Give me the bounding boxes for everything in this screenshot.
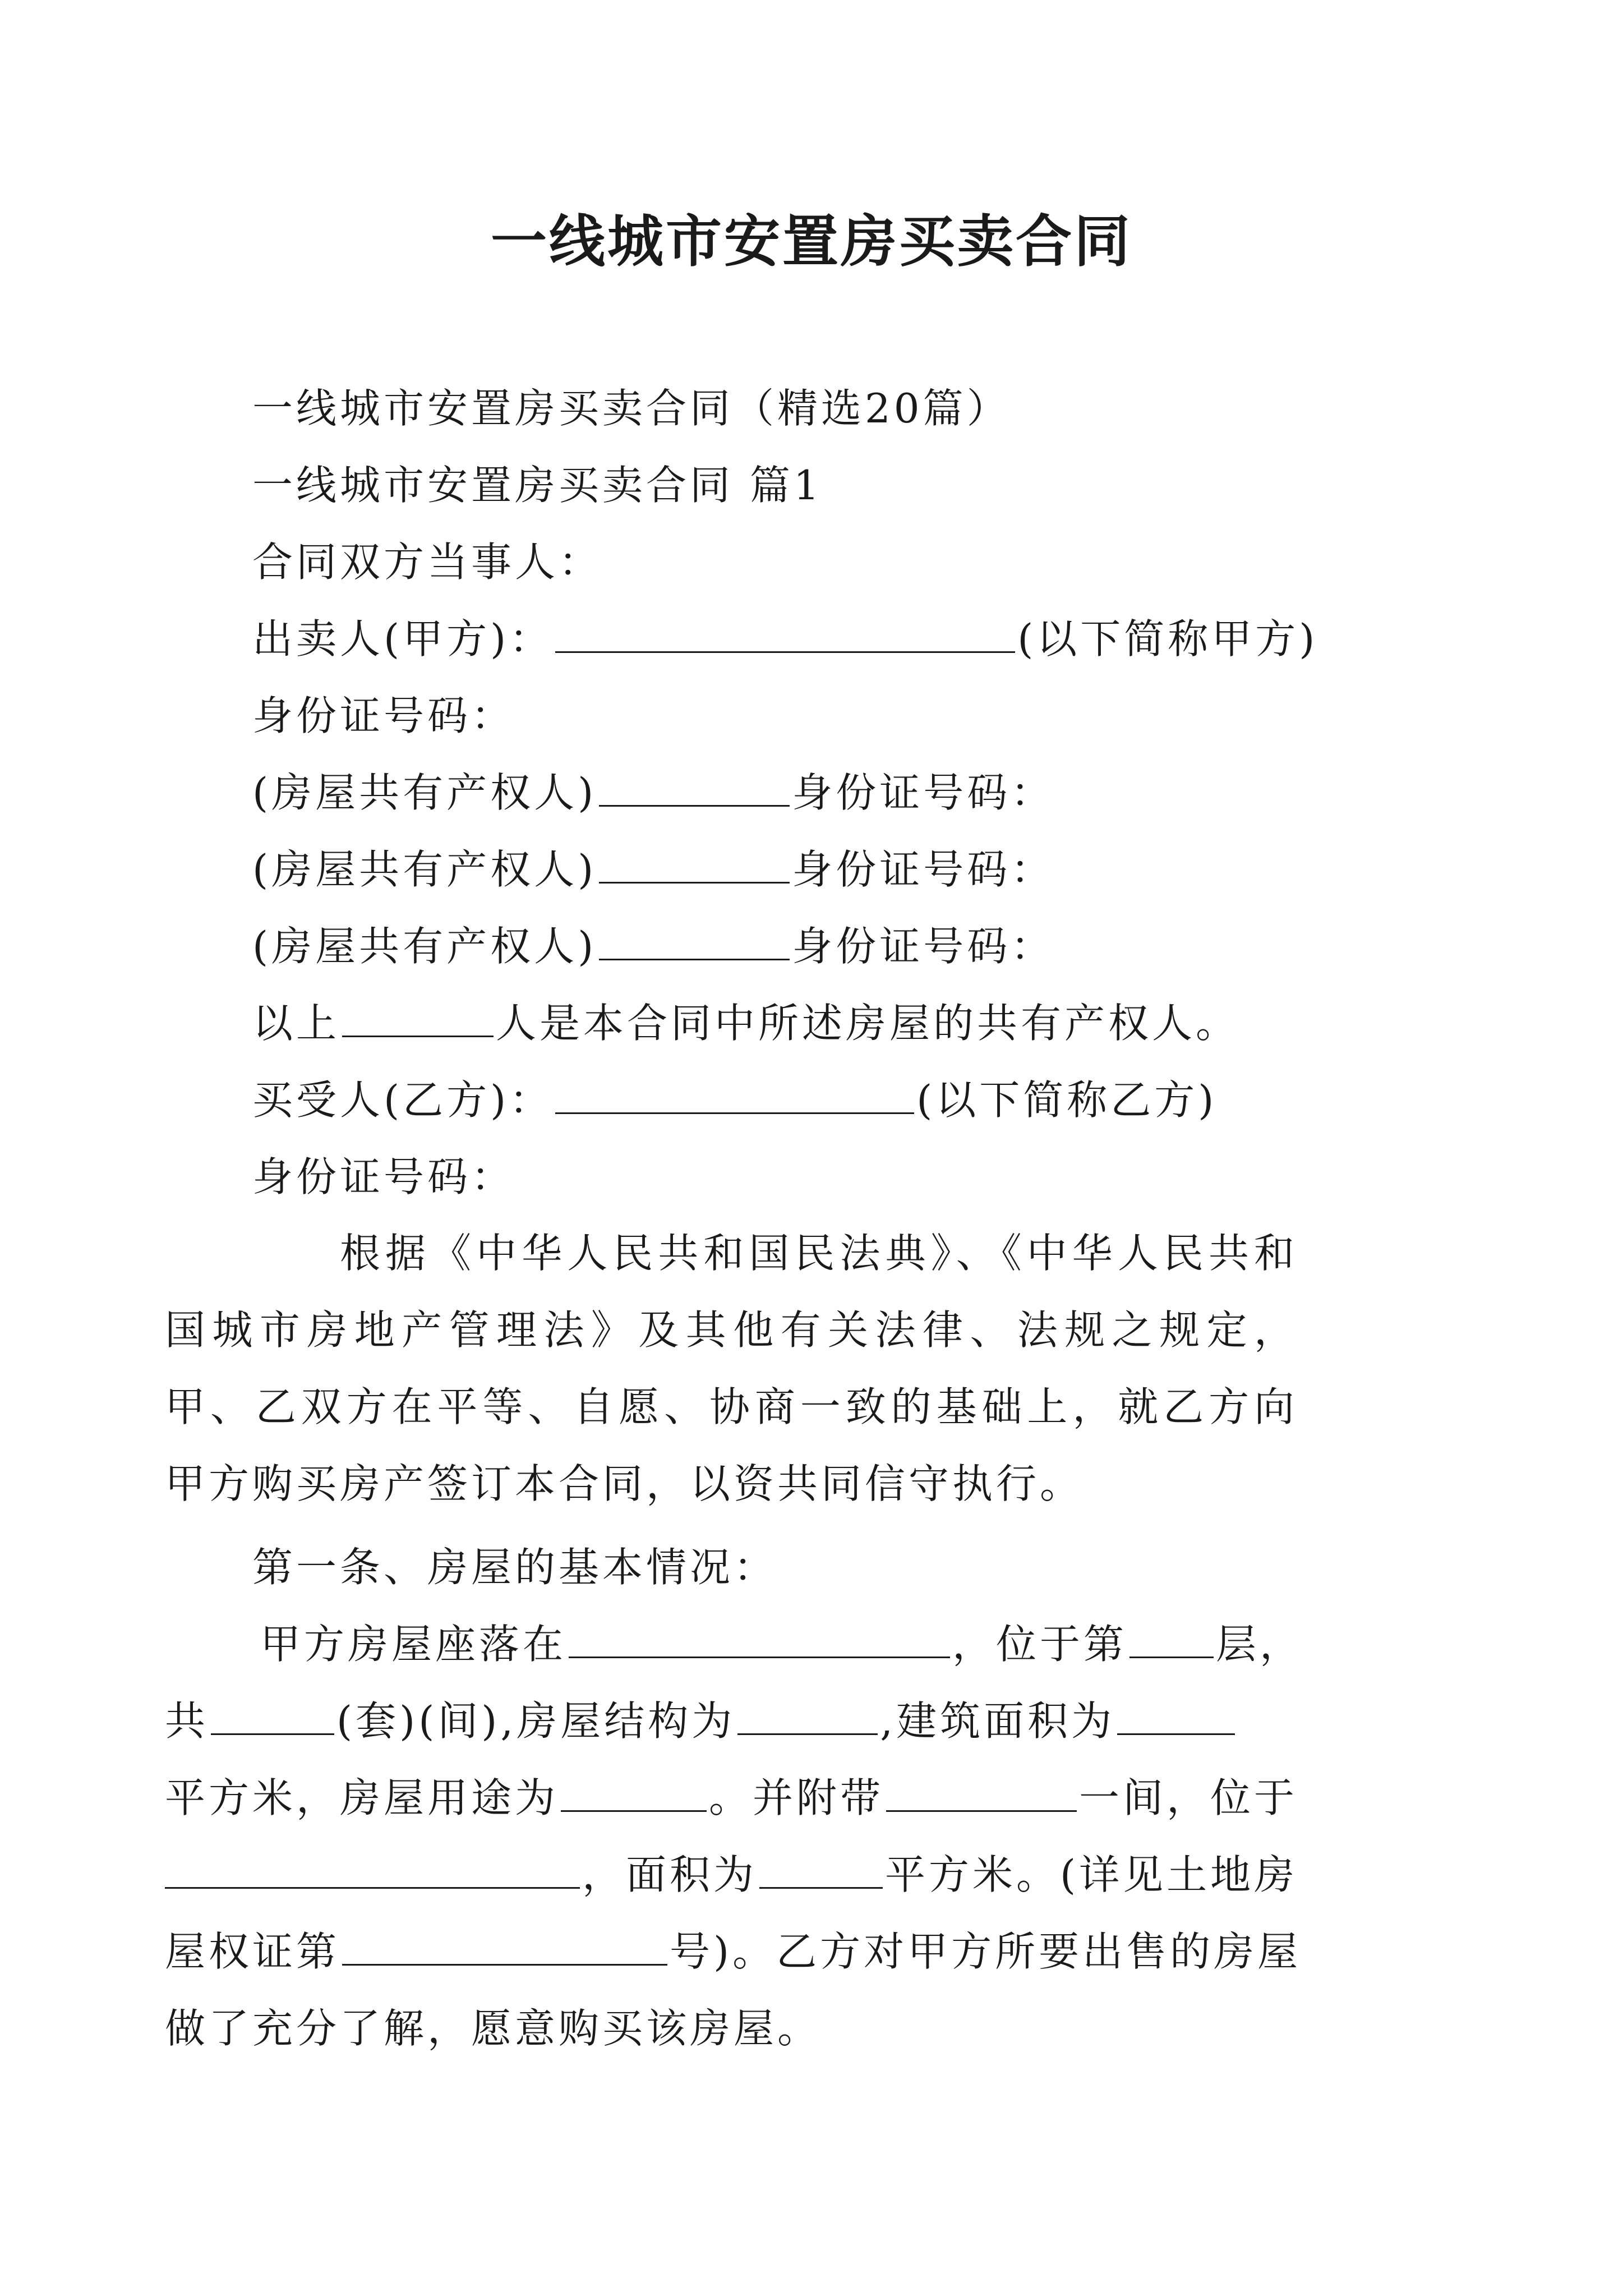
co-owner-label: (房屋共有产权人) (252, 846, 597, 893)
seller-label: 出卖人(甲方)： (252, 615, 554, 662)
attached-area-blank (759, 1853, 883, 1889)
co-owners-suffix: 人是本合同中所述房屋的共有产权人。 (496, 1000, 1240, 1047)
property-line-6: 做了充分了解，愿意购买该房屋。 (165, 2005, 822, 2052)
structure-blank (737, 1700, 878, 1735)
document-title: 一线城市安置房买卖合同 (491, 208, 1132, 274)
seller-line (252, 601, 1385, 678)
attached-location-blank (165, 1853, 580, 1889)
property-line-4 (165, 1837, 1387, 1913)
buyer-name-blank (555, 1079, 914, 1114)
usage-label: 平方米，房屋用途为 (165, 1774, 559, 1821)
article-1-heading: 第一条、房屋的基本情况： (252, 1544, 778, 1591)
co-owners-count-blank (342, 1002, 494, 1037)
co-owners-prefix: 以上 (252, 1000, 340, 1047)
certificate-label: 屋权证第 (165, 1928, 340, 1975)
attached-location-label: 一间，位于 (1079, 1774, 1298, 1821)
buyer-line (252, 1062, 1385, 1139)
co-owner-label: (房屋共有产权人) (252, 923, 597, 970)
co-owners-count-line (252, 985, 1385, 1062)
floor-suffix: 层， (1216, 1621, 1304, 1668)
seller-name-blank (555, 618, 1015, 653)
co-owner-blank (599, 848, 790, 884)
article-1-body (165, 1606, 1387, 2067)
section-heading: 一线城市安置房买卖合同 篇1 (252, 462, 823, 509)
legal-basis-paragraph: 根据《中华人民共和国民法典》、《中华人民共和国城市房地产管理法》及其他有关法律、法规之规定，甲、乙双方在平等、自愿、协商一致的基础上，就乙方向甲方购买房产签订本合同，以资共同信守执行。 (165, 1230, 1298, 1507)
seller-suffix: (以下简称甲方) (1017, 615, 1318, 662)
subtitle-line: 一线城市安置房买卖合同（精选20篇） (252, 385, 1011, 432)
co-owner-line (252, 754, 1385, 831)
parties-heading: 合同双方当事人： (252, 539, 603, 586)
property-line-3 (165, 1760, 1387, 1837)
usage-blank (561, 1777, 707, 1812)
co-owner-label: (房屋共有产权人) (252, 769, 597, 816)
co-owner-line (252, 908, 1385, 985)
attached-area-suffix: 平方米。(详见土地房 (885, 1851, 1298, 1898)
buyer-suffix: (以下简称乙方) (916, 1076, 1218, 1124)
certificate-blank (342, 1930, 667, 1966)
co-owner-id-label: 身份证号码： (792, 846, 1055, 893)
area-label: ,建筑面积为 (880, 1697, 1115, 1745)
property-line-2 (165, 1683, 1387, 1760)
co-owner-blank (599, 771, 790, 807)
co-owner-blank (599, 925, 790, 960)
floor-label: ，位于第 (952, 1621, 1128, 1668)
floor-blank (1129, 1623, 1214, 1658)
co-owner-line (252, 831, 1385, 908)
units-label: 共 (165, 1697, 209, 1745)
buyer-id-line: 身份证号码： (252, 1153, 515, 1200)
property-line-5 (165, 1913, 1387, 1990)
co-owner-id-label: 身份证号码： (792, 769, 1055, 816)
attached-label: 。并附带 (709, 1774, 884, 1821)
co-owner-id-label: 身份证号码： (792, 923, 1055, 970)
location-label: 甲方房屋座落在 (260, 1621, 567, 1668)
area-blank (1117, 1700, 1235, 1735)
document-body (252, 370, 1385, 1216)
attached-area-label: ，面积为 (582, 1851, 758, 1898)
buyer-label: 买受人(乙方)： (252, 1076, 554, 1124)
location-blank (569, 1623, 950, 1658)
attached-blank (886, 1777, 1077, 1812)
structure-label: (套)(间),房屋结构为 (336, 1697, 736, 1745)
seller-id-line: 身份证号码： (252, 692, 515, 739)
article-block (252, 1529, 1385, 1606)
certificate-suffix: 号)。乙方对甲方所要出售的房屋 (670, 1928, 1302, 1975)
legal-basis-block (165, 1215, 1385, 1522)
property-line-1 (165, 1606, 1387, 1683)
units-blank (211, 1700, 334, 1735)
